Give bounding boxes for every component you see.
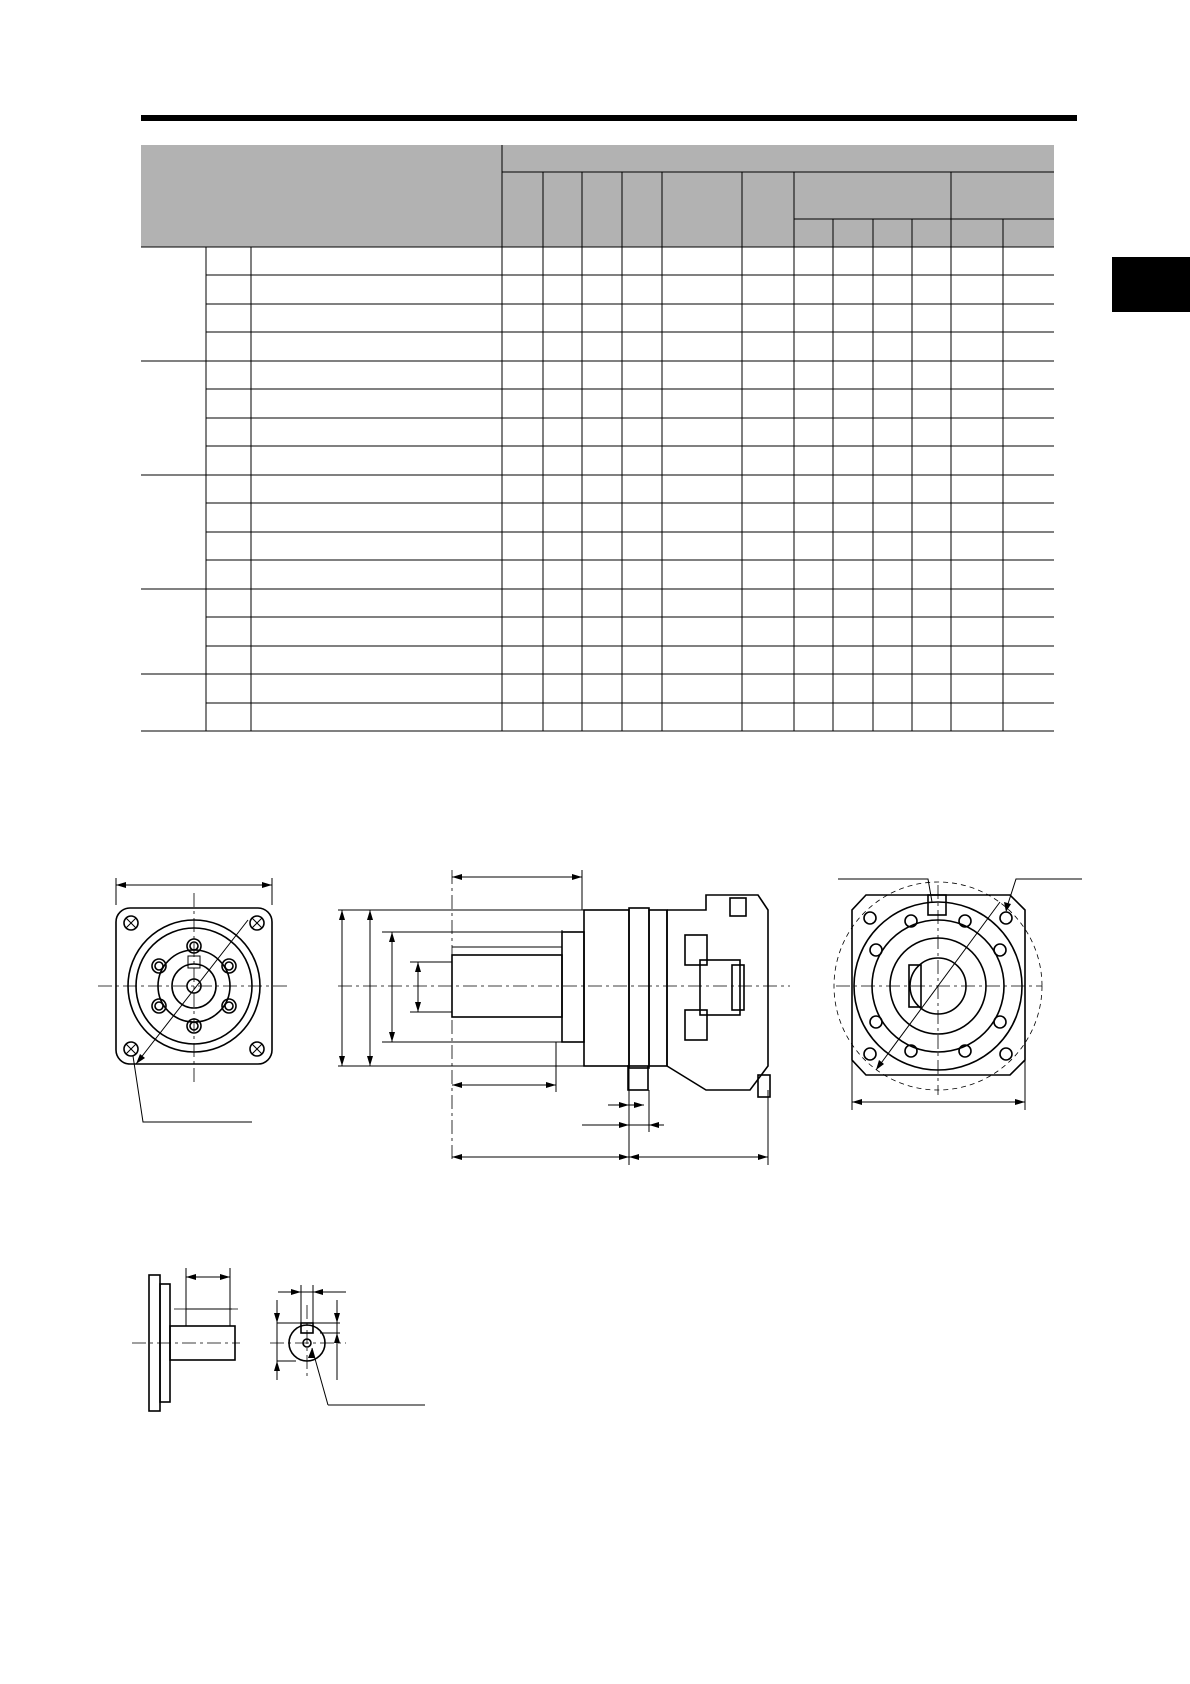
- front-view-drawing: [98, 878, 290, 1122]
- table-body: [141, 247, 1054, 731]
- rear-view-drawing: [834, 879, 1082, 1110]
- model-header-cell: [141, 145, 502, 247]
- spec-table: [141, 145, 1054, 731]
- side-view-drawing: [338, 870, 790, 1165]
- key-detail-drawing: [132, 1268, 425, 1411]
